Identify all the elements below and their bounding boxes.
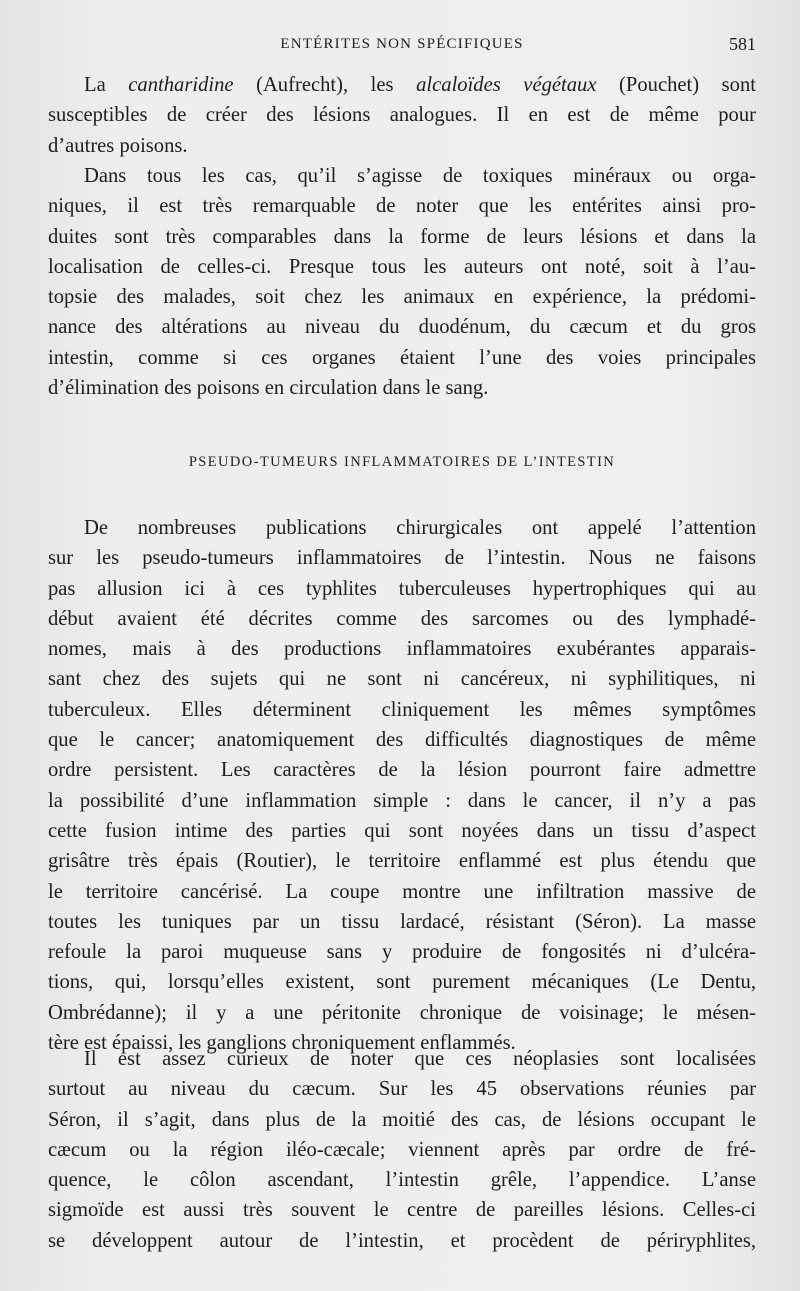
text-line: que le cancer; anatomiquement des difficultés diagnostiques de même [48, 729, 756, 752]
text-line: toutes les tuniques par un tissu lardacé, résistant (Séron). La masse [48, 910, 756, 933]
paragraph-2 [48, 161, 756, 403]
text-line: La cantharidine (Aufrecht), les alcaloïdes végétaux (Pouchet) sont [84, 74, 756, 96]
section-title: PSEUDO-TUMEURS INFLAMMATOIRES DE L’INTESTIN [188, 454, 616, 470]
text-line: se développent autour de l’intestin, et procèdent de périryphlites, [48, 1229, 756, 1252]
text-line: De nombreuses publications chirurgicales ont appelé l’attention [84, 517, 756, 539]
page-number: 581 [729, 34, 756, 54]
text-line: d’élimination des poisons en circulation dans le sang. [48, 377, 489, 400]
page-header [48, 34, 756, 58]
text-line: nomes, mais à des productions inflammatoires exubérantes apparais- [48, 638, 756, 661]
text-line: localisation de celles-ci. Presque tous les auteurs ont noté, soit à l’au- [48, 255, 756, 278]
text-line: surtout au niveau du cæcum. Sur les 45 observations réunies par [48, 1078, 756, 1101]
text-line: intestin, comme si ces organes étaient l’une des voies principales [48, 346, 756, 369]
text-line: grisâtre très épais (Routier), le territoire enflammé est plus étendu que [48, 850, 756, 873]
text-line: d’autres poisons. [48, 134, 188, 157]
paragraph-1 [48, 70, 756, 161]
text-line: quence, le côlon ascendant, l’intestin grêle, l’appendice. L’anse [48, 1169, 756, 1192]
paragraph-4 [48, 1044, 756, 1256]
text-line: Dans tous les cas, qu’il s’agisse de toxiques minéraux ou orga- [84, 165, 756, 187]
text-line: le territoire cancérisé. La coupe montre une infiltration massive de [48, 880, 756, 903]
text-line: pas allusion ici à ces typhlites tuberculeuses hypertrophiques qui au [48, 577, 756, 600]
emphasis-alcaloides: alcaloïdes végétaux [416, 74, 597, 96]
text-line: cette fusion intime des parties qui sont noyées dans un tissu d’aspect [48, 819, 756, 842]
text-line: tère est épaissi, les ganglions chroniquement enflammés. [48, 1032, 516, 1055]
text-line: cæcum ou la région iléo-cæcale; viennent après par ordre de fré- [48, 1138, 756, 1161]
text-line: sigmoïde est aussi très souvent le centre de pareilles lésions. Celles-ci [48, 1199, 756, 1222]
paragraph-3 [48, 513, 756, 1058]
emphasis-cantharidine: cantharidine [128, 74, 234, 96]
text-line: Ombrédanne); il y a une péritonite chronique de voisinage; le mésen- [48, 1001, 756, 1024]
text-line: début avaient été décrites comme des sarcomes ou des lymphadé- [48, 607, 756, 630]
text-line: susceptibles de créer des lésions analogues. Il en est de même pour [48, 104, 756, 127]
text-line: la possibilité d’une inflammation simple : dans le cancer, il n’y a pas [48, 789, 756, 812]
text-line: Séron, il s’agit, dans plus de la moitié des cas, de lésions occupant le [48, 1108, 756, 1131]
text-line: niques, il est très remarquable de noter que les entérites ainsi pro- [48, 195, 756, 218]
text-line: Il est assez curieux de noter que ces néoplasies sont localisées [84, 1048, 756, 1070]
text-line: nance des altérations au niveau du duodénum, du cæcum et du gros [48, 316, 756, 339]
text-line: ordre persistent. Les caractères de la lésion pourront faire admettre [48, 759, 756, 782]
running-title: ENTÉRITES NON SPÉCIFIQUES [280, 36, 524, 52]
text-line: topsie des malades, soit chez les animaux en expérience, la prédomi- [48, 286, 756, 309]
text-line: sant chez des sujets qui ne sont ni cancéreux, ni syphilitiques, ni [48, 668, 756, 691]
text-line: refoule la paroi muqueuse sans y produire de fongosités ni d’ulcéra- [48, 941, 756, 964]
text-line: sur les pseudo-tumeurs inflammatoires de l’intestin. Nous ne faisons [48, 547, 756, 570]
text-line: duites sont très comparables dans la forme de leurs lésions et dans la [48, 225, 756, 248]
text-line: tions, qui, lorsqu’elles existent, sont purement mécaniques (Le Dentu, [48, 971, 756, 994]
text-line: tuberculeux. Elles déterminent cliniquement les mêmes symptômes [48, 698, 756, 721]
